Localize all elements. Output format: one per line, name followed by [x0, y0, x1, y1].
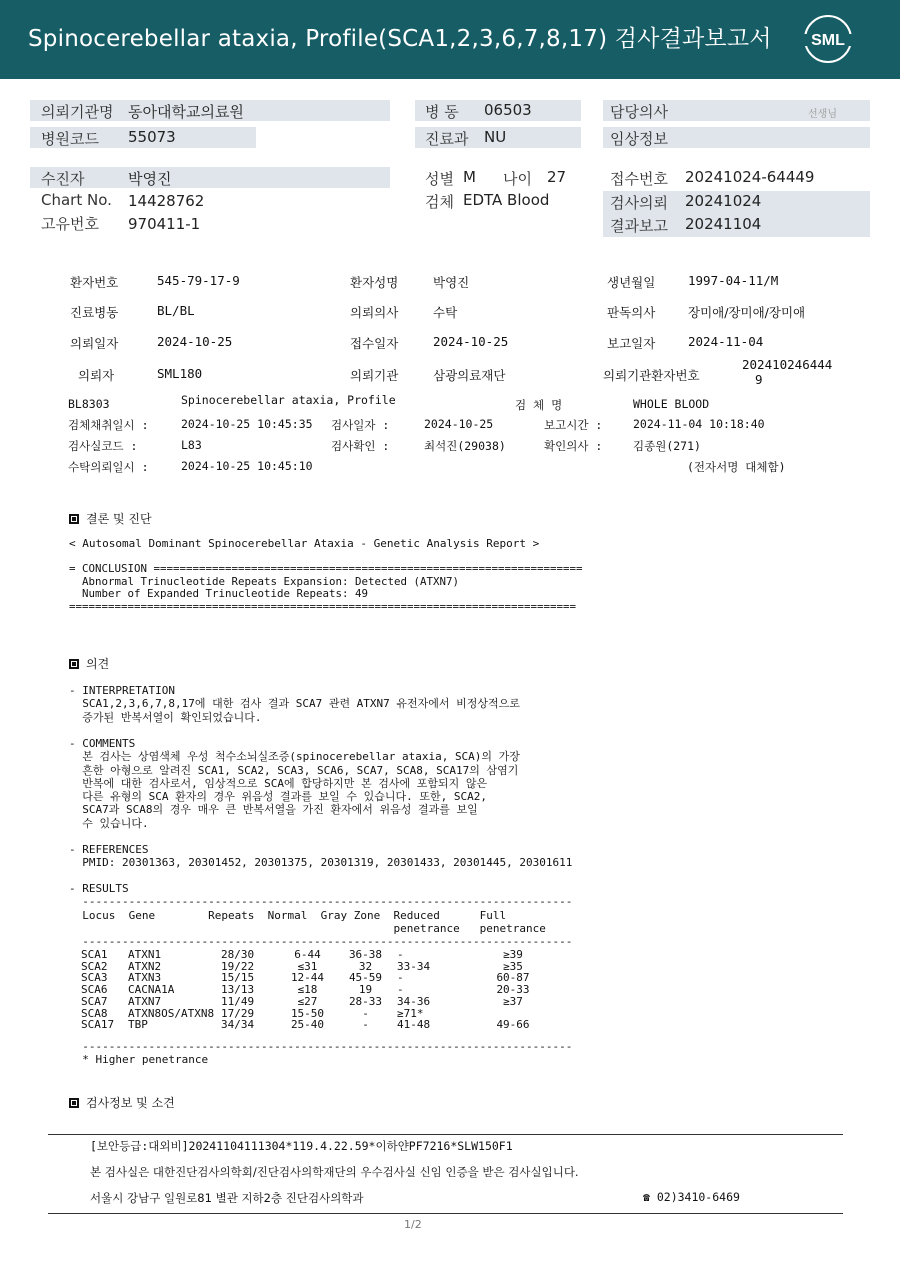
table-cell: 45-59 [348, 971, 383, 985]
references-block: - REFERENCES PMID: 20301363, 20301452, 20301375, 20301319, 20301433, 20301445, 20301611 [69, 843, 573, 870]
section-testinfo-heading [69, 1094, 175, 1111]
institution-label: 의뢰기관명 [41, 103, 114, 121]
chart-value: 14428762 [128, 192, 205, 210]
table-cell: ≥37 [503, 994, 523, 1008]
table-cell: SCA8 [81, 1006, 108, 1020]
results-footer-block: -------------------------------------------------------------------------- * Higher penetrance [82, 1040, 573, 1067]
table-cell: 15-50 [290, 1006, 325, 1020]
table-row [81, 996, 548, 1008]
scan-req-patient-no-1: 202410246444 [742, 357, 833, 372]
scan-receipt-date: 2024-10-25 [433, 334, 509, 349]
table-cell: ATXN3 [128, 971, 162, 985]
table-cell: ≤31 [297, 959, 318, 973]
page-number: 1/2 [404, 1218, 422, 1231]
table-cell: 34-36 [397, 994, 431, 1008]
section-bullet-icon [69, 659, 79, 669]
report-title-line: < Autosomal Dominant Spinocerebellar Ataxia - Genetic Analysis Report > [69, 537, 540, 550]
section-conclusion-heading [69, 510, 152, 527]
phone-line: ☎ 02)3410-6469 [643, 1190, 740, 1204]
result-date-label: 결과보고 [610, 217, 668, 235]
scan-req-doctor-label: 의뢰의사 [350, 305, 399, 320]
receipt-value: 20241024-64449 [685, 168, 815, 186]
report-time-label: 보고시간 : [544, 418, 603, 432]
request-date-value: 20241024 [685, 192, 762, 210]
table-cell: 20-33 [496, 983, 530, 997]
table-cell: 49-66 [496, 1018, 530, 1032]
scan-report-date-label: 보고일자 [607, 336, 656, 351]
table-cell: 17/29 [221, 1006, 255, 1020]
results-table [81, 949, 548, 1031]
table-cell: ≥39 [503, 948, 523, 961]
table-cell: ≤18 [297, 983, 318, 997]
scan-requester: SML180 [157, 366, 203, 381]
collect-label: 검체채취일시 : [68, 418, 149, 432]
table-cell: 6-44 [294, 948, 321, 961]
table-cell: 13/13 [221, 983, 255, 997]
table-cell: 11/49 [221, 994, 255, 1008]
scan-request-date: 2024-10-25 [157, 334, 233, 349]
scan-ward: BL/BL [157, 303, 195, 318]
age-value: 27 [547, 168, 567, 186]
table-cell: 19 [358, 983, 373, 997]
conclusion-block: = CONCLUSION ================================================================== Abnormal Trinucleotide Repeats Expansion: Detected (ATXN7) Number of Expanded Trinucleotide Repeats: 49 ============================================================================== [69, 562, 583, 613]
age-label: 나이 [503, 170, 532, 188]
ward-label: 병 동 [425, 103, 459, 121]
test-specimen-label: 검 체 명 [515, 398, 563, 412]
table-cell: ATXN1 [128, 948, 162, 961]
interpretation-block: - INTERPRETATION SCA1,2,3,6,7,8,17에 대한 검사 결과 SCA7 관련 ATXN7 유전자에서 비정상적으로 증가된 반복서열이 확인되었습니다. [69, 684, 520, 724]
scan-report-date: 2024-11-04 [688, 334, 764, 349]
table-cell: 41-48 [397, 1018, 431, 1032]
table-cell: 12-44 [290, 971, 325, 985]
logo-text: SML [811, 32, 845, 49]
section-opinion-title: 의견 [86, 657, 110, 671]
scan-requester-label: 의뢰자 [78, 368, 115, 383]
hospital-code-label: 병원코드 [41, 130, 99, 148]
scan-patient-no-label: 환자번호 [70, 275, 119, 290]
scan-patient-no: 545-79-17-9 [157, 273, 240, 288]
table-cell: ≥71* [397, 1006, 424, 1020]
scan-req-inst: 삼광의료재단 [433, 368, 506, 383]
table-cell: 15/15 [221, 971, 255, 985]
footer-bottom-divider [48, 1213, 843, 1214]
sex-label: 성별 [425, 170, 454, 188]
table-cell: - [362, 1006, 369, 1020]
scan-request-date-label: 의뢰일자 [70, 336, 119, 351]
checker-label: 검사확인 : [331, 439, 390, 453]
commission-value: 2024-10-25 10:45:10 [181, 459, 313, 473]
table-cell: - [397, 971, 404, 985]
scan-read-doctor: 장미애/장미애/장미애 [688, 305, 806, 320]
doctor-label: 담당의사 [610, 103, 668, 121]
scan-req-patient-no-2: 9 [755, 372, 763, 387]
table-cell: 36-38 [348, 948, 383, 961]
department-label: 진료과 [425, 130, 469, 148]
table-cell: - [397, 948, 404, 961]
checker-value: 최석진(29038) [424, 439, 506, 453]
test-specimen: WHOLE BLOOD [633, 397, 710, 411]
scan-patient-name: 박영진 [433, 275, 470, 290]
specimen-value: EDTA Blood [463, 191, 550, 209]
scan-receipt-date-label: 접수일자 [350, 336, 399, 351]
table-cell: CACNA1A [128, 983, 175, 997]
table-cell: ATXN2 [128, 959, 162, 973]
sex-value: M [463, 168, 476, 186]
table-cell: 25-40 [290, 1018, 325, 1032]
footer-top-divider [48, 1134, 843, 1135]
patient-label: 수진자 [41, 170, 85, 188]
results-header-block: - RESULTS -------------------------------------------------------------------------- Locus Gene Repeats Normal Gray Zone Reduced Full penetrance penetrance -------------------------------------------------------------------------- [69, 882, 573, 949]
scan-read-doctor-label: 판독의사 [607, 305, 656, 320]
specimen-label: 검체 [425, 193, 454, 211]
scan-req-doctor: 수탁 [433, 305, 458, 320]
uid-value: 970411-1 [128, 215, 201, 233]
exam-date-label: 검사일자 : [331, 418, 390, 432]
institution-value: 동아대학교의료원 [128, 103, 244, 121]
request-date-label: 검사의뢰 [610, 194, 668, 212]
esign-note: (전자서명 대체함) [687, 460, 786, 474]
section-testinfo-title: 검사정보 및 소견 [86, 1096, 175, 1110]
table-cell: ≤27 [297, 994, 318, 1008]
result-date-value: 20241104 [685, 215, 762, 233]
table-row [81, 1019, 548, 1031]
doctor-suffix: 선생님 [808, 109, 837, 120]
table-cell: - [362, 1018, 369, 1032]
certification-line: 본 검사실은 대한진단검사의학회/진단검사의학재단의 우수검사실 신임 인증을 받은 검사실입니다. [90, 1165, 579, 1179]
address-line: 서울시 강남구 일원로81 별관 지하2층 진단검사의학과 [90, 1191, 364, 1205]
patient-value: 박영진 [128, 170, 172, 188]
uid-label: 고유번호 [41, 215, 99, 233]
collect-value: 2024-10-25 10:45:35 [181, 417, 313, 431]
scan-ward-label: 진료병동 [70, 305, 119, 320]
clinical-label: 임상정보 [610, 130, 668, 148]
table-cell: SCA6 [81, 983, 108, 997]
table-cell: 28/30 [221, 948, 255, 961]
lab-code-label: 검사실코드 : [68, 439, 138, 453]
table-cell: ≥35 [503, 959, 523, 973]
table-cell: 32 [358, 959, 373, 973]
confirm-doctor-value: 김종원(271) [633, 439, 701, 453]
commission-label: 수탁의뢰일시 : [68, 460, 149, 474]
table-cell: SCA1 [81, 948, 108, 961]
table-cell: SCA7 [81, 994, 108, 1008]
hospital-code-value: 55073 [128, 128, 176, 146]
table-cell: 28-33 [348, 994, 383, 1008]
test-code: BL8303 [68, 397, 110, 411]
table-cell: SCA2 [81, 959, 108, 973]
table-cell: TBP [128, 1018, 148, 1032]
section-opinion-heading [69, 655, 109, 672]
confirm-doctor-label: 확인의사 : [544, 439, 603, 453]
department-value: NU [484, 128, 507, 146]
scan-req-inst-label: 의뢰기관 [350, 368, 399, 383]
comments-block: - COMMENTS 본 검사는 상염색체 우성 척수소뇌실조증(spinocerebellar ataxia, SCA)의 가장 흔한 아형으로 알려진 SCA1, SCA2, SCA3, SCA6, SCA7, SCA8, SCA17의 삼염기 반복에 대한 검사로서, 임상적으로 SCA에 합당하지만 본 검사에 포함되지 않은 다른 유형의 SCA 환자의 경우 위음성 결과를 보일 수 있습니다. 또한, SCA2, SCA7과 SCA8의 경우 매우 큰 반복서열을 가진 환자에서 위음성 결과를 보일 수 있습니다. [69, 737, 520, 830]
table-cell: 19/22 [221, 959, 255, 973]
section-conclusion-title: 결론 및 진단 [86, 512, 152, 526]
sml-logo-icon [802, 14, 854, 64]
table-cell: ATXN7 [128, 994, 162, 1008]
scan-patient-name-label: 환자성명 [350, 275, 399, 290]
table-cell: 34/34 [221, 1018, 255, 1032]
table-row [81, 949, 548, 961]
chart-label: Chart No. [41, 191, 112, 209]
security-line: [보안등급:대외비]20241104111304*119.4.22.59*이하얀PF7216*SLW150F1 [90, 1139, 513, 1153]
table-cell: - [397, 983, 404, 997]
table-cell: 33-34 [397, 959, 431, 973]
test-name: Spinocerebellar ataxia, Profile [181, 393, 396, 407]
scan-req-patient-no-label: 의뢰기관환자번호 [603, 368, 700, 383]
ward-value: 06503 [484, 101, 532, 119]
section-bullet-icon [69, 514, 79, 524]
scan-birth-label: 생년월일 [607, 275, 656, 290]
lab-code-value: L83 [181, 438, 202, 452]
table-cell: ATXN8OS/ATXN8 [128, 1006, 215, 1020]
table-cell: SCA3 [81, 971, 108, 985]
table-cell: 60-87 [496, 971, 530, 985]
report-time-value: 2024-11-04 10:18:40 [633, 417, 765, 431]
section-bullet-icon [69, 1098, 79, 1108]
exam-date-value: 2024-10-25 [424, 417, 494, 431]
table-cell: SCA17 [81, 1018, 115, 1032]
report-header [0, 0, 900, 79]
report-title: Spinocerebellar ataxia, Profile(SCA1,2,3,6,7,8,17) 검사결과보고서 [28, 26, 772, 52]
receipt-label: 접수번호 [610, 170, 668, 188]
scan-birth: 1997-04-11/M [688, 273, 779, 288]
